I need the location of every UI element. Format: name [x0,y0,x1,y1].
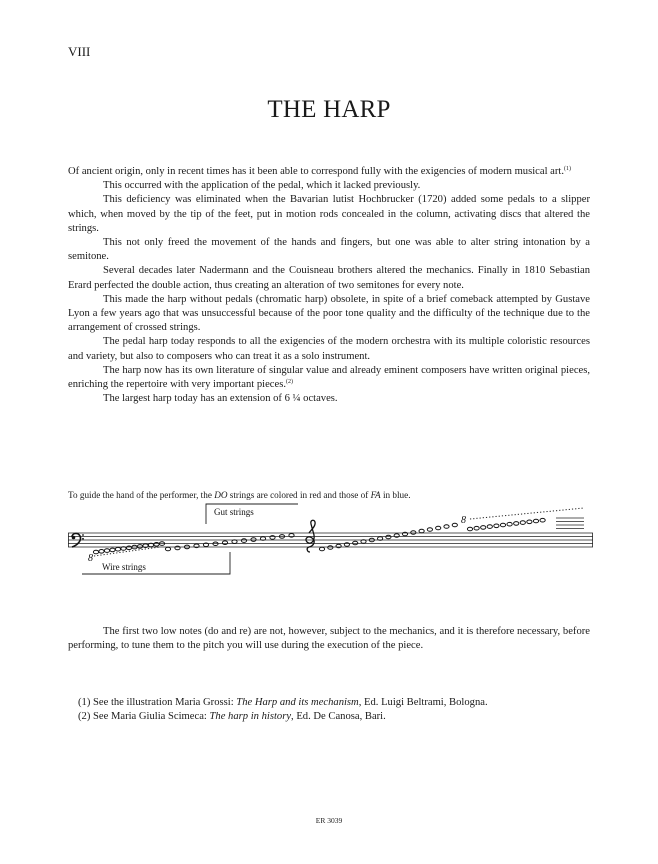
note-head [328,546,333,550]
note-head [500,523,505,527]
footnote: (1) See the illustration Maria Grossi: The Harp and its mechanism, Ed. Luigi Beltrami, Bologna. [78,697,488,708]
note-head [494,524,499,528]
octave-high-mark: 8 [461,515,466,526]
paragraph: Several decades later Nadermann and the Couisneau brothers altered the mechanics. Finally in 1810 Sebastian Erard perfected the double action, thus creating an alteration of two semitones for every note. [68,265,590,291]
footnote-mark: (2) [285,379,293,386]
staff-lines [68,533,593,547]
note-head [540,518,545,522]
note-head [386,535,391,539]
note-head [104,549,109,553]
octave-high-line [470,508,584,519]
note-head [436,526,441,530]
note-head [527,520,532,524]
paragraph: This made the harp without pedals (chromatic harp) obsolete, in spite of a brief comeback attempted by Gustave Lyon a few years ago that was unsuccessful because of the poor tone quality and the difficulty of the technique due to the arrangement of crossed strings. [68,293,590,334]
note-head [353,541,358,545]
footnotes [78,696,488,723]
note-head [520,521,525,525]
harp-range-staff [68,500,593,580]
page-number: VIII [68,44,91,59]
note-head [427,528,432,532]
footer-code: ER 3039 [315,816,343,825]
note-head [481,526,486,530]
note-head [467,527,472,531]
footnote-mark: (1) [564,166,571,172]
note-head [110,548,115,552]
note-head [444,525,449,529]
note-head [514,522,519,526]
body-text [68,165,590,406]
paragraph: The largest harp today has an extension of 6 ¼ octaves. [103,393,338,405]
note-head [452,523,457,527]
note-head [93,550,98,554]
note-head [419,529,424,533]
staff-caption: To guide the hand of the performer, the DO strings are colored in red and those of FA in blue. [68,490,411,500]
note-head [99,550,104,554]
note-head [474,526,479,530]
gut-strings-label: Gut strings [214,507,254,517]
paragraph: This deficiency was eliminated when the Bavarian lutist Hochbrucker (1720) added some pedals to a slipper which, when moved by the tip of the feet, put in motion rods concealed in the column, activating discs that altered the strings. [68,194,590,234]
note-head [487,525,492,529]
note-head [241,539,246,543]
octave-low-mark: 8 [88,553,93,564]
note-head [154,543,159,547]
paragraph: The first two low notes (do and re) are not, however, subject to the mechanics, and it is therefore necessary, before performing, to tune them to the pitch you will use during the execution of the piece. [68,626,590,652]
note-head [411,531,416,535]
after-text [68,625,590,653]
note-head [533,519,538,523]
paragraph: This not only freed the movement of the hands and fingers, but one was able to alter string intonation by a semitone. [68,237,590,263]
note-head [137,545,142,549]
paragraph: This occurred with the application of the pedal, which it lacked previously. [103,180,421,192]
wire-strings-label: Wire strings [102,562,146,572]
footnote: (2) See Maria Giulia Scimeca: The harp in history, Ed. De Canosa, Bari. [78,710,386,722]
note-head [126,546,131,550]
ledger-lines [556,518,584,529]
note-head [507,522,512,526]
paragraph: The harp now has its own literature of singular value and already eminent composers have written original pieces, enriching the repertoire with very important pieces.$^{(2)}$ [68,364,590,391]
paragraph: Of ancient origin, only in recent times has it been able to correspond fully with the exigencies of modern musical art.$^{(1)}$ [68,166,571,177]
staff-figure [68,500,593,580]
note-head [319,547,324,551]
note-head [251,538,256,542]
paragraph: The pedal harp today responds to all the exigencies of the modern orchestra with its multiple coloristic resources and variety, but also to composers who can treat it as a solo instrument. [68,336,590,362]
note-head [165,547,170,551]
note-heads [93,518,584,554]
note-head [115,547,120,551]
note-head [222,541,227,545]
page-title: THE HARP [267,96,391,123]
